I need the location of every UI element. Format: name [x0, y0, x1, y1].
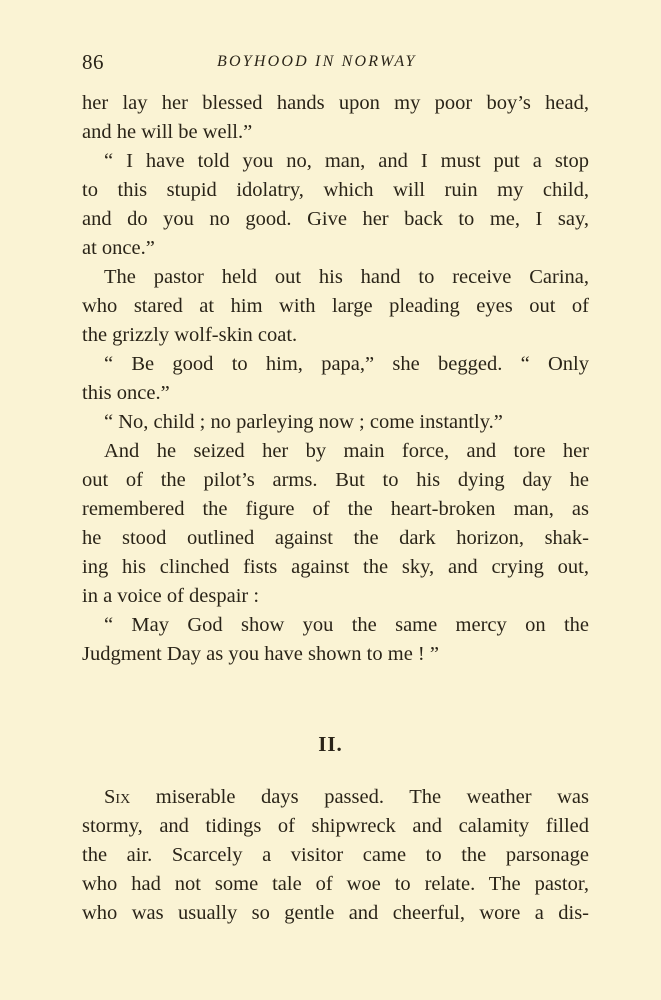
section-body-text — [82, 783, 589, 928]
text-line: who stared at him with large pleading eyes out of — [82, 295, 589, 317]
text-line: her lay her blessed hands upon my poor boy’s head, — [82, 92, 589, 114]
text-line: “ I have told you no, man, and I must put a stop — [104, 150, 589, 172]
text-line: the grizzly wolf-skin coat. — [82, 324, 298, 346]
text-line: who had not some tale of woe to relate. The pastor, — [82, 873, 589, 895]
page-number: 86 — [82, 50, 104, 74]
text-line: the air. Scarcely a visitor came to the parsonage — [82, 844, 589, 866]
section-heading: II. — [318, 732, 343, 756]
text-line: The pastor held out his hand to receive Carina, — [104, 266, 589, 288]
text-line: Judgment Day as you have shown to me ! ” — [82, 643, 439, 665]
text-line: “ No, child ; no parleying now ; come instantly.” — [104, 411, 503, 433]
first-line-rest: miserable days passed. The weather was — [130, 786, 589, 808]
body-text — [82, 89, 589, 669]
running-head — [82, 50, 589, 78]
text-line: who was usually so gentle and cheerful, wore a dis- — [82, 902, 589, 924]
text-line: in a voice of despair : — [82, 585, 260, 607]
text-line: he stood outlined against the dark horizon, shak- — [82, 527, 589, 549]
text-line: and do you no good. Give her back to me, I say, — [82, 208, 589, 230]
text-line: out of the pilot’s arms. But to his dying day he — [82, 469, 589, 491]
text-line: “ May God show you the same mercy on the — [104, 614, 589, 636]
text-line: to this stupid idolatry, which will ruin my child, — [82, 179, 589, 201]
drop-word: Six — [104, 786, 131, 808]
text-line: stormy, and tidings of shipwreck and calamity filled — [82, 815, 589, 837]
text-line: and he will be well.” — [82, 121, 253, 143]
text-line — [82, 783, 589, 812]
text-line: And he seized her by main force, and tore her — [104, 440, 589, 462]
text-line: remembered the figure of the heart-broken man, as — [82, 498, 589, 520]
text-line: ing his clinched fists against the sky, and crying out, — [82, 556, 589, 578]
text-line: this once.” — [82, 382, 170, 404]
text-line: “ Be good to him, papa,” she begged. “ Only — [104, 353, 589, 375]
running-title: BOYHOOD IN NORWAY — [217, 53, 417, 70]
text-line: at once.” — [82, 237, 155, 259]
